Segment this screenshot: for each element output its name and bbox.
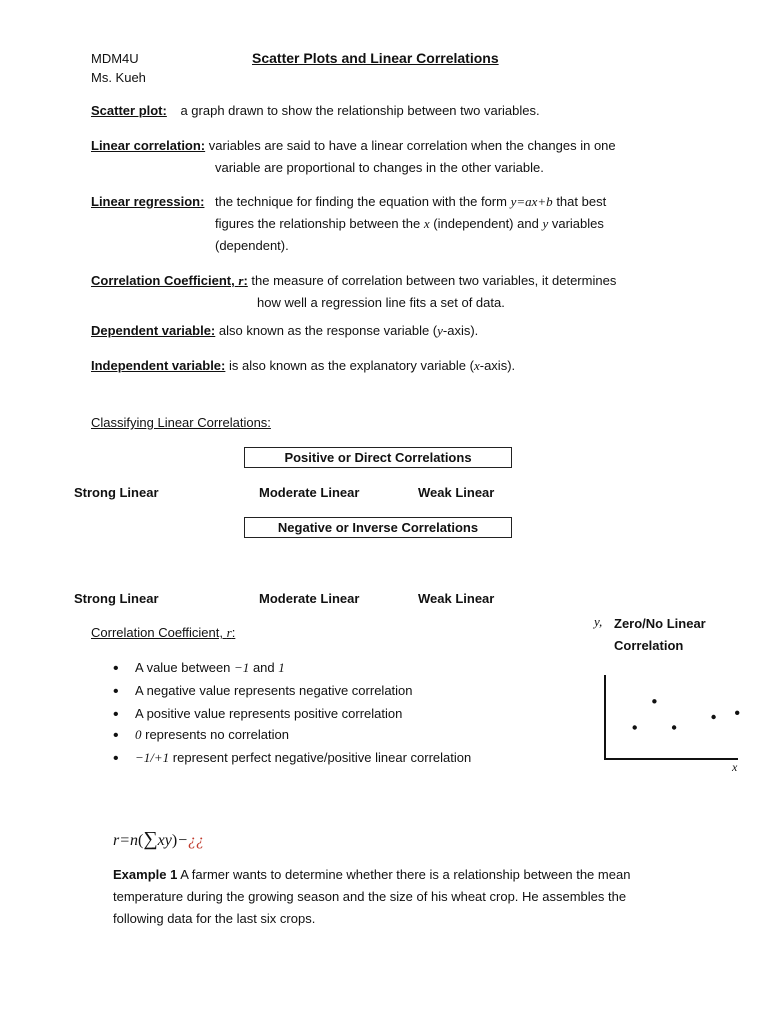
term-scatter: Scatter plot: <box>91 103 167 118</box>
correlation-formula: r=n(∑xy)−¿¿ <box>113 828 204 850</box>
course-code: MDM4U <box>91 51 139 66</box>
bullet-5: −1/+1 represent perfect negative/positive linear correlation <box>135 750 472 765</box>
term-linear-regression: Linear regression: <box>91 194 205 209</box>
bullet-marker <box>113 664 121 672</box>
zero-correlation-plot <box>598 672 748 774</box>
scatter-point <box>711 715 715 719</box>
bullet-marker <box>113 754 121 762</box>
term-linear-correlation: Linear correlation: <box>91 138 206 153</box>
label-strong-negative: Strong Linear <box>74 591 159 606</box>
negative-correlations-box: Negative or Inverse Correlations <box>244 517 512 538</box>
positive-correlations-box: Positive or Direct Correlations <box>244 447 512 468</box>
term-dependent: Dependent variable: <box>91 323 216 338</box>
text-linear-correlation-2: variable are proportional to changes in the other variable. <box>215 160 544 175</box>
zero-plot-title-1: Zero/No Linear <box>614 616 706 631</box>
def-correlation-coefficient <box>91 273 616 289</box>
text-linear-regression-1: the technique for finding the equation with the form y=ax+b that best <box>215 194 607 209</box>
text-scatter: a graph drawn to show the relationship between two variables. <box>180 103 540 118</box>
def-linear-correlation <box>91 138 616 154</box>
classifying-heading: Classifying Linear Correlations: <box>91 415 271 430</box>
text-correlation-coefficient-1: the measure of correlation between two variables, it determines <box>251 273 617 288</box>
example-label: Example 1 <box>113 867 178 882</box>
scatter-point <box>735 711 739 715</box>
def-scatter <box>91 103 540 119</box>
bullet-4: 0 represents no correlation <box>135 727 289 742</box>
text-correlation-coefficient-2: how well a regression line fits a set of data. <box>257 295 505 310</box>
label-moderate-negative: Moderate Linear <box>259 591 360 606</box>
term-correlation-coefficient: Correlation Coefficient, r: <box>91 273 248 288</box>
regression-equation: y=ax+b <box>510 194 553 209</box>
bullet-marker <box>113 710 121 718</box>
page-title: Scatter Plots and Linear Correlations <box>252 50 499 66</box>
zero-plot-x-label: x <box>732 760 738 774</box>
bullet-marker <box>113 687 121 695</box>
text-linear-regression-2: figures the relationship between the x (independent) and y variables <box>215 216 604 231</box>
zero-plot-title-2: Correlation <box>614 638 684 653</box>
text-linear-regression-3: (dependent). <box>215 238 289 253</box>
bullet-1: A value between −1 and 1 <box>135 660 285 675</box>
def-independent: Independent variable: is also known as the explanatory variable (x-axis). <box>91 358 516 373</box>
bullet-3: A positive value represents positive correlation <box>135 706 403 721</box>
zero-plot-y-label: y, <box>594 614 603 629</box>
scatter-point <box>672 725 676 729</box>
coefficient-heading: Correlation Coefficient, r: <box>91 625 236 640</box>
text-linear-correlation-1: variables are said to have a linear correlation when the changes in one <box>208 138 616 153</box>
term-independent: Independent variable: <box>91 358 226 373</box>
label-strong-positive: Strong Linear <box>74 485 159 500</box>
scatter-point <box>652 699 656 703</box>
teacher-name: Ms. Kueh <box>91 70 146 85</box>
bullet-2: A negative value represents negative correlation <box>135 683 413 698</box>
scatter-point <box>633 725 637 729</box>
example-line-3: following data for the last six crops. <box>113 911 316 926</box>
example-line-2: temperature during the growing season and the size of his wheat crop. He assembles the <box>113 889 627 904</box>
label-moderate-positive: Moderate Linear <box>259 485 360 500</box>
label-weak-negative: Weak Linear <box>418 591 495 606</box>
label-weak-positive: Weak Linear <box>418 485 495 500</box>
bullet-marker <box>113 731 121 739</box>
example-line-1: Example 1 A farmer wants to determine whether there is a relationship between the mean <box>113 867 631 882</box>
def-dependent: Dependent variable: also known as the response variable (y-axis). <box>91 323 479 338</box>
